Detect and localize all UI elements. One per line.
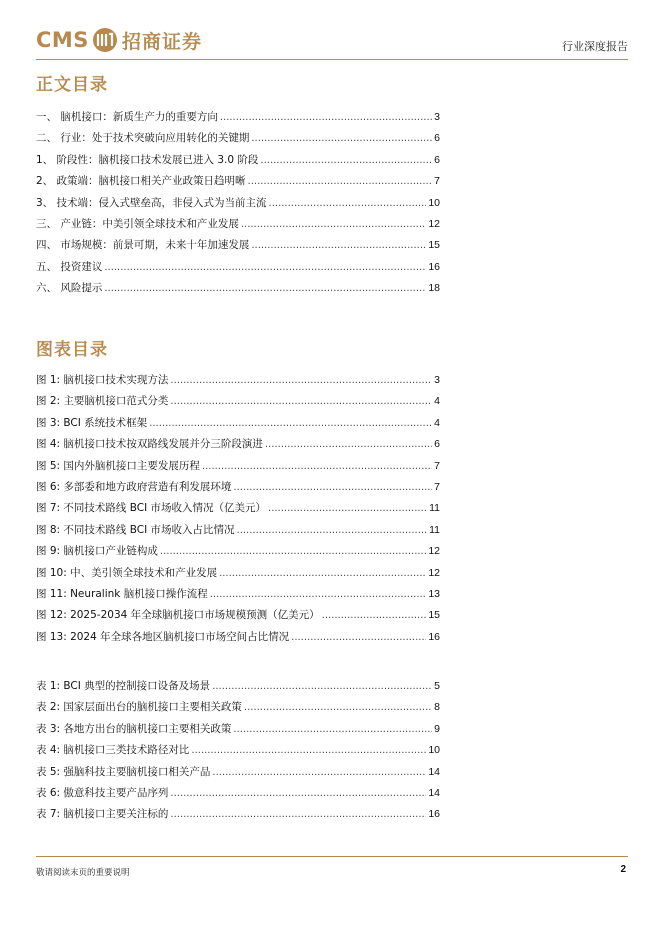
table-entry-label: 表 6: 傲意科技主要产品序列	[36, 786, 169, 799]
figure-entry-label: 图 5: 国内外脑机接口主要发展历程	[36, 459, 200, 472]
table-entry[interactable]	[36, 806, 440, 827]
toc-entry[interactable]	[36, 237, 440, 258]
toc-entry-label: 3、 技术端：侵入式壁垒高，非侵入式为当前主流	[36, 196, 267, 209]
dot-leader	[220, 111, 432, 123]
figure-entry-page: 4	[434, 416, 440, 429]
figure-entry-label: 图 13: 2024 年全球各地区脑机接口市场空间占比情况	[36, 630, 290, 643]
dot-leader	[202, 460, 432, 472]
dot-leader	[191, 744, 426, 756]
table-entry-page: 16	[428, 808, 440, 821]
table-entry-page: 14	[428, 786, 440, 799]
toc-entry-label: 1、 阶段性：脑机接口技术发展已进入 3.0 阶段	[36, 153, 259, 166]
dot-leader	[212, 766, 426, 778]
dot-leader	[265, 438, 432, 450]
figure-entry-label: 图 7: 不同技术路线 BCI 市场收入情况（亿美元）	[36, 502, 267, 515]
dot-leader	[170, 787, 426, 799]
figure-entry-label: 图 4: 脑机接口技术按双路线发展并分三阶段演进	[36, 438, 263, 451]
figure-entry[interactable]	[36, 415, 440, 436]
figure-entry[interactable]	[36, 522, 440, 543]
toc-entry-label: 四、 市场规模：前景可期，未来十年加速发展	[36, 239, 250, 252]
header-divider	[36, 59, 628, 60]
figure-entry-page: 12	[428, 545, 440, 558]
table-entry-page: 8	[434, 701, 440, 714]
figure-entry[interactable]	[36, 393, 440, 414]
figure-entry-page: 7	[434, 480, 440, 493]
dot-leader	[104, 282, 426, 294]
table-entry-label: 表 4: 脑机接口三类技术路径对比	[36, 744, 190, 757]
company-logo	[36, 26, 202, 54]
dot-leader	[149, 417, 432, 429]
toc-entry-page: 12	[428, 217, 440, 230]
figure-entry[interactable]	[36, 479, 440, 500]
figure-entry-label: 图 9: 脑机接口产业链构成	[36, 545, 158, 558]
figure-entry-label: 图 10: 中、美引领全球技术和产业发展	[36, 566, 218, 579]
figures-list	[36, 372, 440, 650]
dot-leader	[170, 374, 432, 386]
figure-entry-page: 3	[434, 374, 440, 386]
dot-leader	[212, 680, 432, 692]
dot-leader	[210, 588, 427, 600]
dot-leader	[241, 218, 426, 230]
page-number: 2	[620, 864, 626, 875]
figure-entry-label: 图 12: 2025-2034 年全球脑机接口市场规模预测（亿美元）	[36, 609, 320, 622]
toc-entry-page: 7	[434, 175, 440, 188]
toc-title: 正文目录	[36, 75, 108, 95]
table-entry-label: 表 1: BCI 典型的控制接口设备及场景	[36, 680, 211, 692]
dot-leader	[291, 631, 426, 643]
figure-entry-label: 图 3: BCI 系统技术框架	[36, 416, 148, 429]
dot-leader	[170, 395, 432, 407]
toc-entry-label: 六、 风险提示	[36, 282, 103, 295]
figure-entry-page: 6	[434, 438, 440, 451]
toc-entry[interactable]	[36, 173, 440, 194]
toc-entry-label: 五、 投资建议	[36, 260, 103, 273]
dot-leader	[269, 197, 427, 209]
table-entry[interactable]	[36, 764, 440, 785]
toc-entry[interactable]	[36, 216, 440, 237]
toc-entry[interactable]	[36, 130, 440, 151]
figure-entry-label: 图 11: Neuralink 脑机接口操作流程	[36, 587, 208, 600]
table-entry-label: 表 2: 国家层面出台的脑机接口主要相关政策	[36, 701, 242, 714]
figure-entry[interactable]	[36, 458, 440, 479]
dot-leader	[251, 132, 432, 144]
toc-entry-page: 16	[428, 260, 440, 273]
table-entry-label: 表 5: 强脑科技主要脑机接口相关产品	[36, 765, 211, 778]
dot-leader	[248, 175, 433, 187]
toc-entry-page: 6	[434, 153, 440, 166]
toc-entry[interactable]	[36, 195, 440, 216]
figure-entry-page: 16	[428, 630, 440, 643]
toc-entry[interactable]	[36, 280, 440, 301]
table-entry-page: 10	[428, 744, 440, 757]
figure-entry-page: 15	[428, 609, 440, 622]
dot-leader	[251, 239, 426, 251]
footer-divider	[36, 856, 628, 857]
dot-leader	[233, 723, 432, 735]
figure-entry[interactable]	[36, 607, 440, 628]
figure-entry-page: 11	[429, 523, 440, 536]
figures-title: 图表目录	[36, 340, 108, 360]
table-entry[interactable]	[36, 699, 440, 720]
dot-leader	[237, 524, 428, 536]
figure-entry-page: 4	[434, 395, 440, 408]
figure-entry-page: 13	[428, 587, 440, 600]
toc-entry-page: 10	[428, 196, 440, 209]
table-entry-page: 5	[434, 680, 440, 692]
table-entry-page: 14	[428, 765, 440, 778]
figure-entry-page: 12	[428, 566, 440, 579]
figure-entry[interactable]	[36, 500, 440, 521]
logo-text: CMS	[36, 28, 89, 52]
tables-list	[36, 678, 440, 828]
table-entry[interactable]	[36, 785, 440, 806]
table-entry[interactable]	[36, 742, 440, 763]
figure-entry[interactable]	[36, 629, 440, 650]
toc-entry-label: 二、 行业：处于技术突破向应用转化的关键期	[36, 132, 250, 145]
logo-badge-icon	[93, 28, 117, 52]
figure-entry-label: 图 8: 不同技术路线 BCI 市场收入占比情况	[36, 523, 235, 536]
toc-entry-label: 一、 脑机接口：新质生产力的重要方向	[36, 111, 218, 123]
toc-entry-page: 18	[428, 282, 440, 295]
figure-entry[interactable]	[36, 372, 440, 393]
toc-entry[interactable]	[36, 109, 440, 130]
toc-entry-page: 15	[428, 239, 440, 252]
toc-entry-label: 三、 产业链：中美引领全球技术和产业发展	[36, 217, 239, 230]
logo-chinese-name: 招商证券	[121, 30, 202, 53]
table-entry[interactable]	[36, 721, 440, 742]
dot-leader	[219, 567, 426, 579]
figure-entry-label: 图 1: 脑机接口技术实现方法	[36, 374, 169, 386]
figure-entry[interactable]	[36, 565, 440, 586]
toc-list	[36, 109, 440, 302]
report-type: 行业深度报告	[562, 40, 628, 53]
figure-entry-label: 图 6: 多部委和地方政府营造有利发展环境	[36, 480, 232, 493]
toc-entry-page: 3	[434, 111, 440, 123]
dot-leader	[233, 481, 432, 493]
toc-entry-label: 2、 政策端：脑机接口相关产业政策日趋明晰	[36, 175, 246, 188]
figure-entry[interactable]	[36, 436, 440, 457]
figure-entry[interactable]	[36, 586, 440, 607]
dot-leader	[322, 609, 427, 621]
figure-entry-label: 图 2: 主要脑机接口范式分类	[36, 395, 169, 408]
toc-entry[interactable]	[36, 259, 440, 280]
table-entry-label: 表 7: 脑机接口主要关注标的	[36, 808, 169, 821]
dot-leader	[268, 502, 427, 514]
figure-entry-page: 11	[429, 502, 440, 515]
table-entry-label: 表 3: 各地方出台的脑机接口主要相关政策	[36, 722, 232, 735]
dot-leader	[104, 261, 426, 273]
page-header	[36, 22, 628, 62]
dot-leader	[160, 545, 426, 557]
dot-leader	[170, 808, 426, 820]
table-entry-page: 9	[434, 722, 440, 735]
toc-entry[interactable]	[36, 152, 440, 173]
toc-entry-page: 6	[434, 132, 440, 145]
figure-entry-page: 7	[434, 459, 440, 472]
table-entry[interactable]	[36, 678, 440, 699]
dot-leader	[244, 701, 432, 713]
dot-leader	[260, 154, 432, 166]
figure-entry[interactable]	[36, 543, 440, 564]
disclaimer-note: 敬请阅读末页的重要说明	[36, 868, 130, 878]
